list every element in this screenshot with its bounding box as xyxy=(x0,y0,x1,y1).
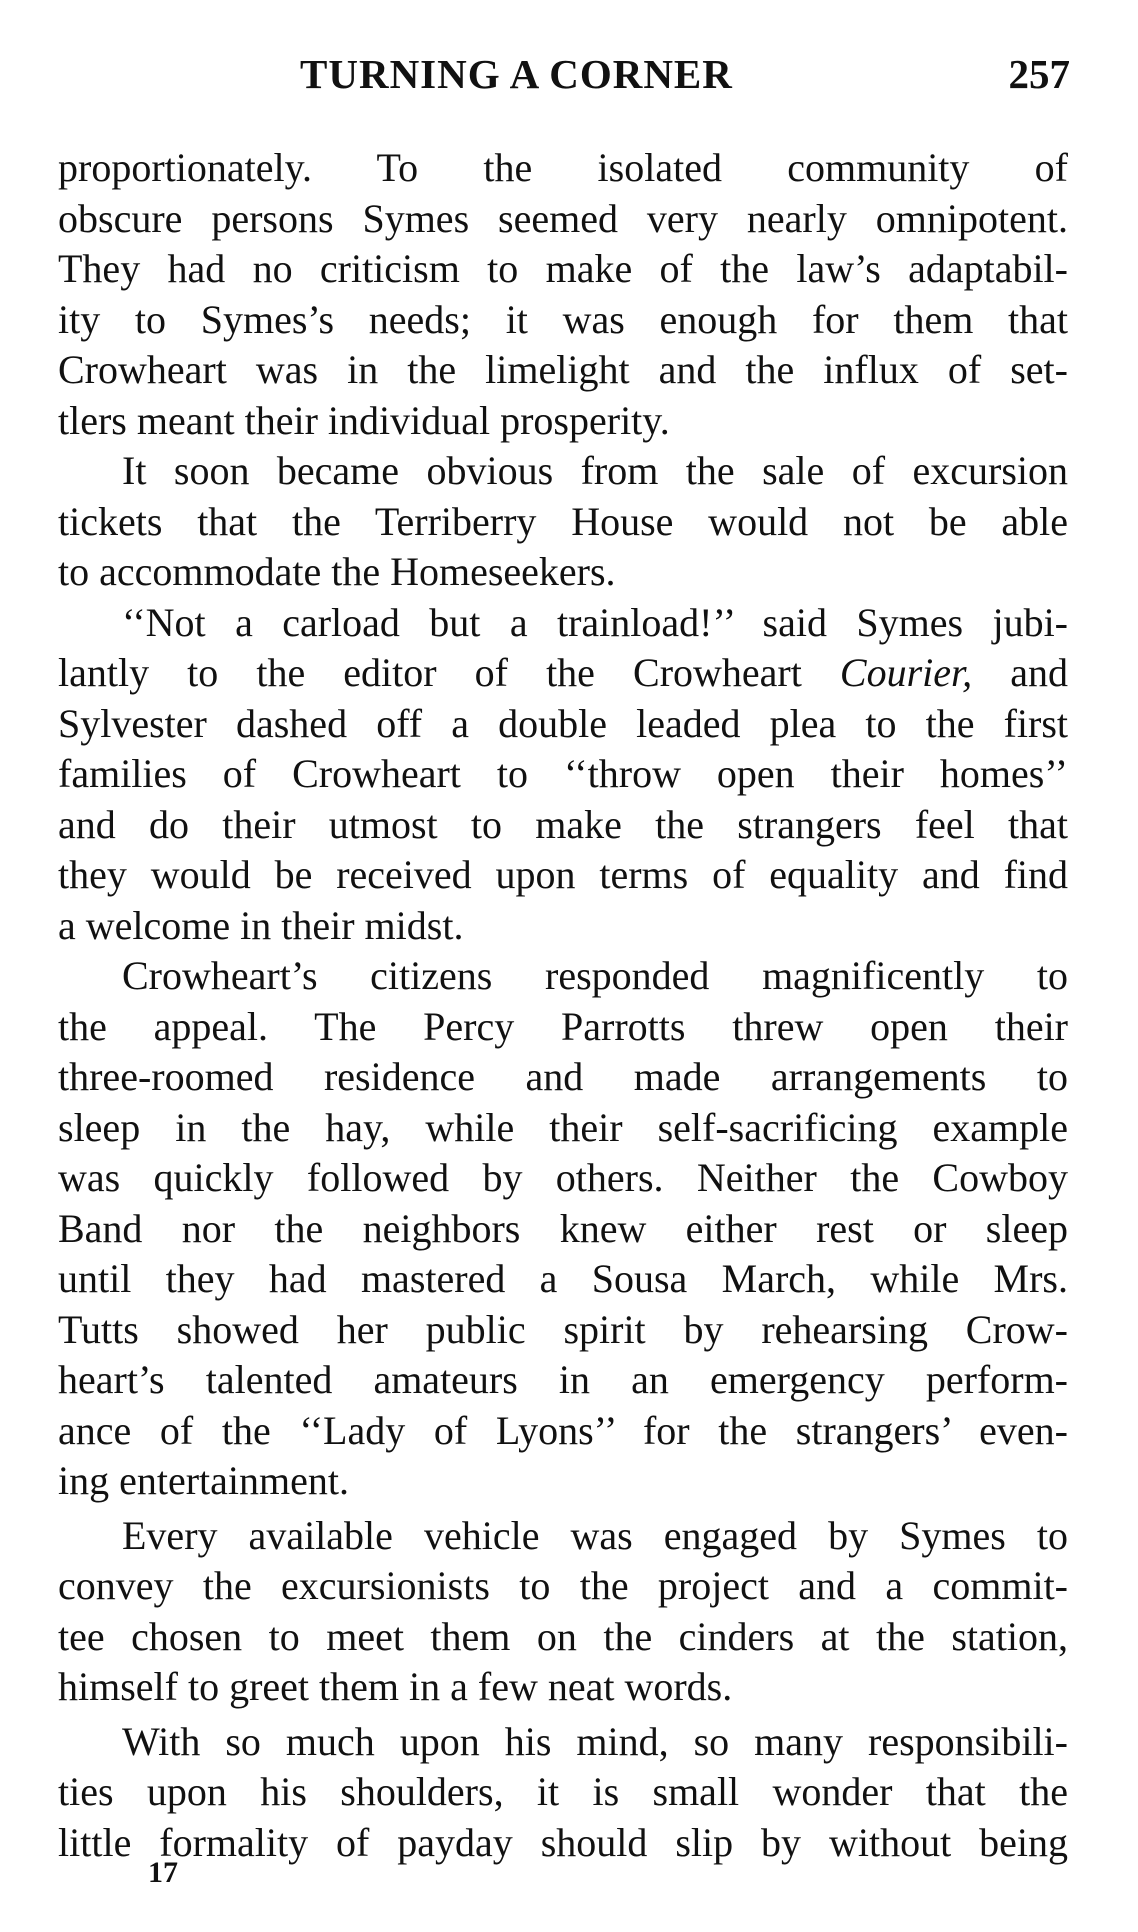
text-line-with-italic xyxy=(58,648,1068,699)
text-segment: lantly to the editor of the Crowheart xyxy=(58,650,802,695)
text-line: Tutts showed her public spirit by rehearsing Crow- xyxy=(58,1306,1068,1352)
text-line: proportionately. To the isolated community of xyxy=(58,145,1068,190)
text-line: the appeal. The Percy Parrotts threw open their xyxy=(58,1003,1068,1049)
newspaper-title: Courier, xyxy=(839,650,973,695)
text-line: a welcome in their midst. xyxy=(58,902,464,948)
paragraph-2 xyxy=(58,446,1068,598)
text-line: they would be received upon terms of equality and find xyxy=(58,852,1068,897)
signature-mark: 17 xyxy=(148,1856,178,1889)
text-line: ity to Symes’s needs; it was enough for them that xyxy=(58,296,1068,342)
text-segment: and xyxy=(1010,650,1069,695)
text-line: ance of the ‘‘Lady of Lyons’’ for the strangers’ even- xyxy=(58,1407,1068,1453)
text-line: ing entertainment. xyxy=(58,1458,350,1503)
paragraph-1 xyxy=(58,143,1068,446)
paragraph-3 xyxy=(58,598,1068,952)
text-line: little formality of payday should slip by without being xyxy=(58,1819,1068,1865)
text-line: They had no criticism to make of the law’s adaptabil- xyxy=(58,246,1068,291)
text-line: tee chosen to meet them on the cinders at the station, xyxy=(58,1613,1068,1659)
text-line: With so much upon his mind, so many responsibili- xyxy=(122,1718,1068,1764)
text-line: convey the excursionists to the project and a commit- xyxy=(58,1563,1068,1608)
running-title: TURNING A CORNER xyxy=(300,51,733,97)
text-line: Crowheart was in the limelight and the influx of set- xyxy=(58,347,1068,392)
text-line: obscure persons Symes seemed very nearly omnipotent. xyxy=(58,195,1068,241)
text-line: Crowheart’s citizens responded magnificently to xyxy=(122,953,1068,998)
text-line: heart’s talented amateurs in an emergency perform- xyxy=(58,1357,1068,1402)
text-line: Every available vehicle was engaged by Symes to xyxy=(122,1512,1068,1558)
text-line: ties upon his shoulders, it is small wonder that the xyxy=(58,1769,1068,1814)
text-line: tickets that the Terriberry House would not be able xyxy=(58,498,1068,544)
text-line: tlers meant their individual prosperity. xyxy=(58,397,670,443)
text-line: Band nor the neighbors knew either rest or sleep xyxy=(58,1205,1068,1251)
paragraph-6 xyxy=(58,1717,1068,1869)
text-line: It soon became obvious from the sale of excursion xyxy=(122,448,1068,493)
text-line: was quickly followed by others. Neither the Cowboy xyxy=(58,1155,1068,1200)
text-line: ‘‘Not a carload but a trainload!’’ said Symes jubi- xyxy=(122,599,1068,645)
text-line: families of Crowheart to ‘‘throw open their homes’’ xyxy=(58,751,1068,796)
text-line: and do their utmost to make the strangers feel that xyxy=(58,801,1068,847)
text-line: himself to greet them in a few neat words. xyxy=(58,1664,733,1709)
body-text xyxy=(58,143,1068,1868)
text-line: until they had mastered a Sousa March, while Mrs. xyxy=(58,1256,1068,1301)
page-number: 257 xyxy=(1008,51,1070,97)
paragraph-4 xyxy=(58,951,1068,1507)
text-line: three-roomed residence and made arrangements to xyxy=(58,1054,1068,1099)
paragraph-5 xyxy=(58,1511,1068,1713)
text-line: Sylvester dashed off a double leaded plea to the first xyxy=(58,700,1068,746)
text-line: sleep in the hay, while their self-sacrificing example xyxy=(58,1104,1068,1150)
text-line: to accommodate the Homeseekers. xyxy=(58,549,616,594)
